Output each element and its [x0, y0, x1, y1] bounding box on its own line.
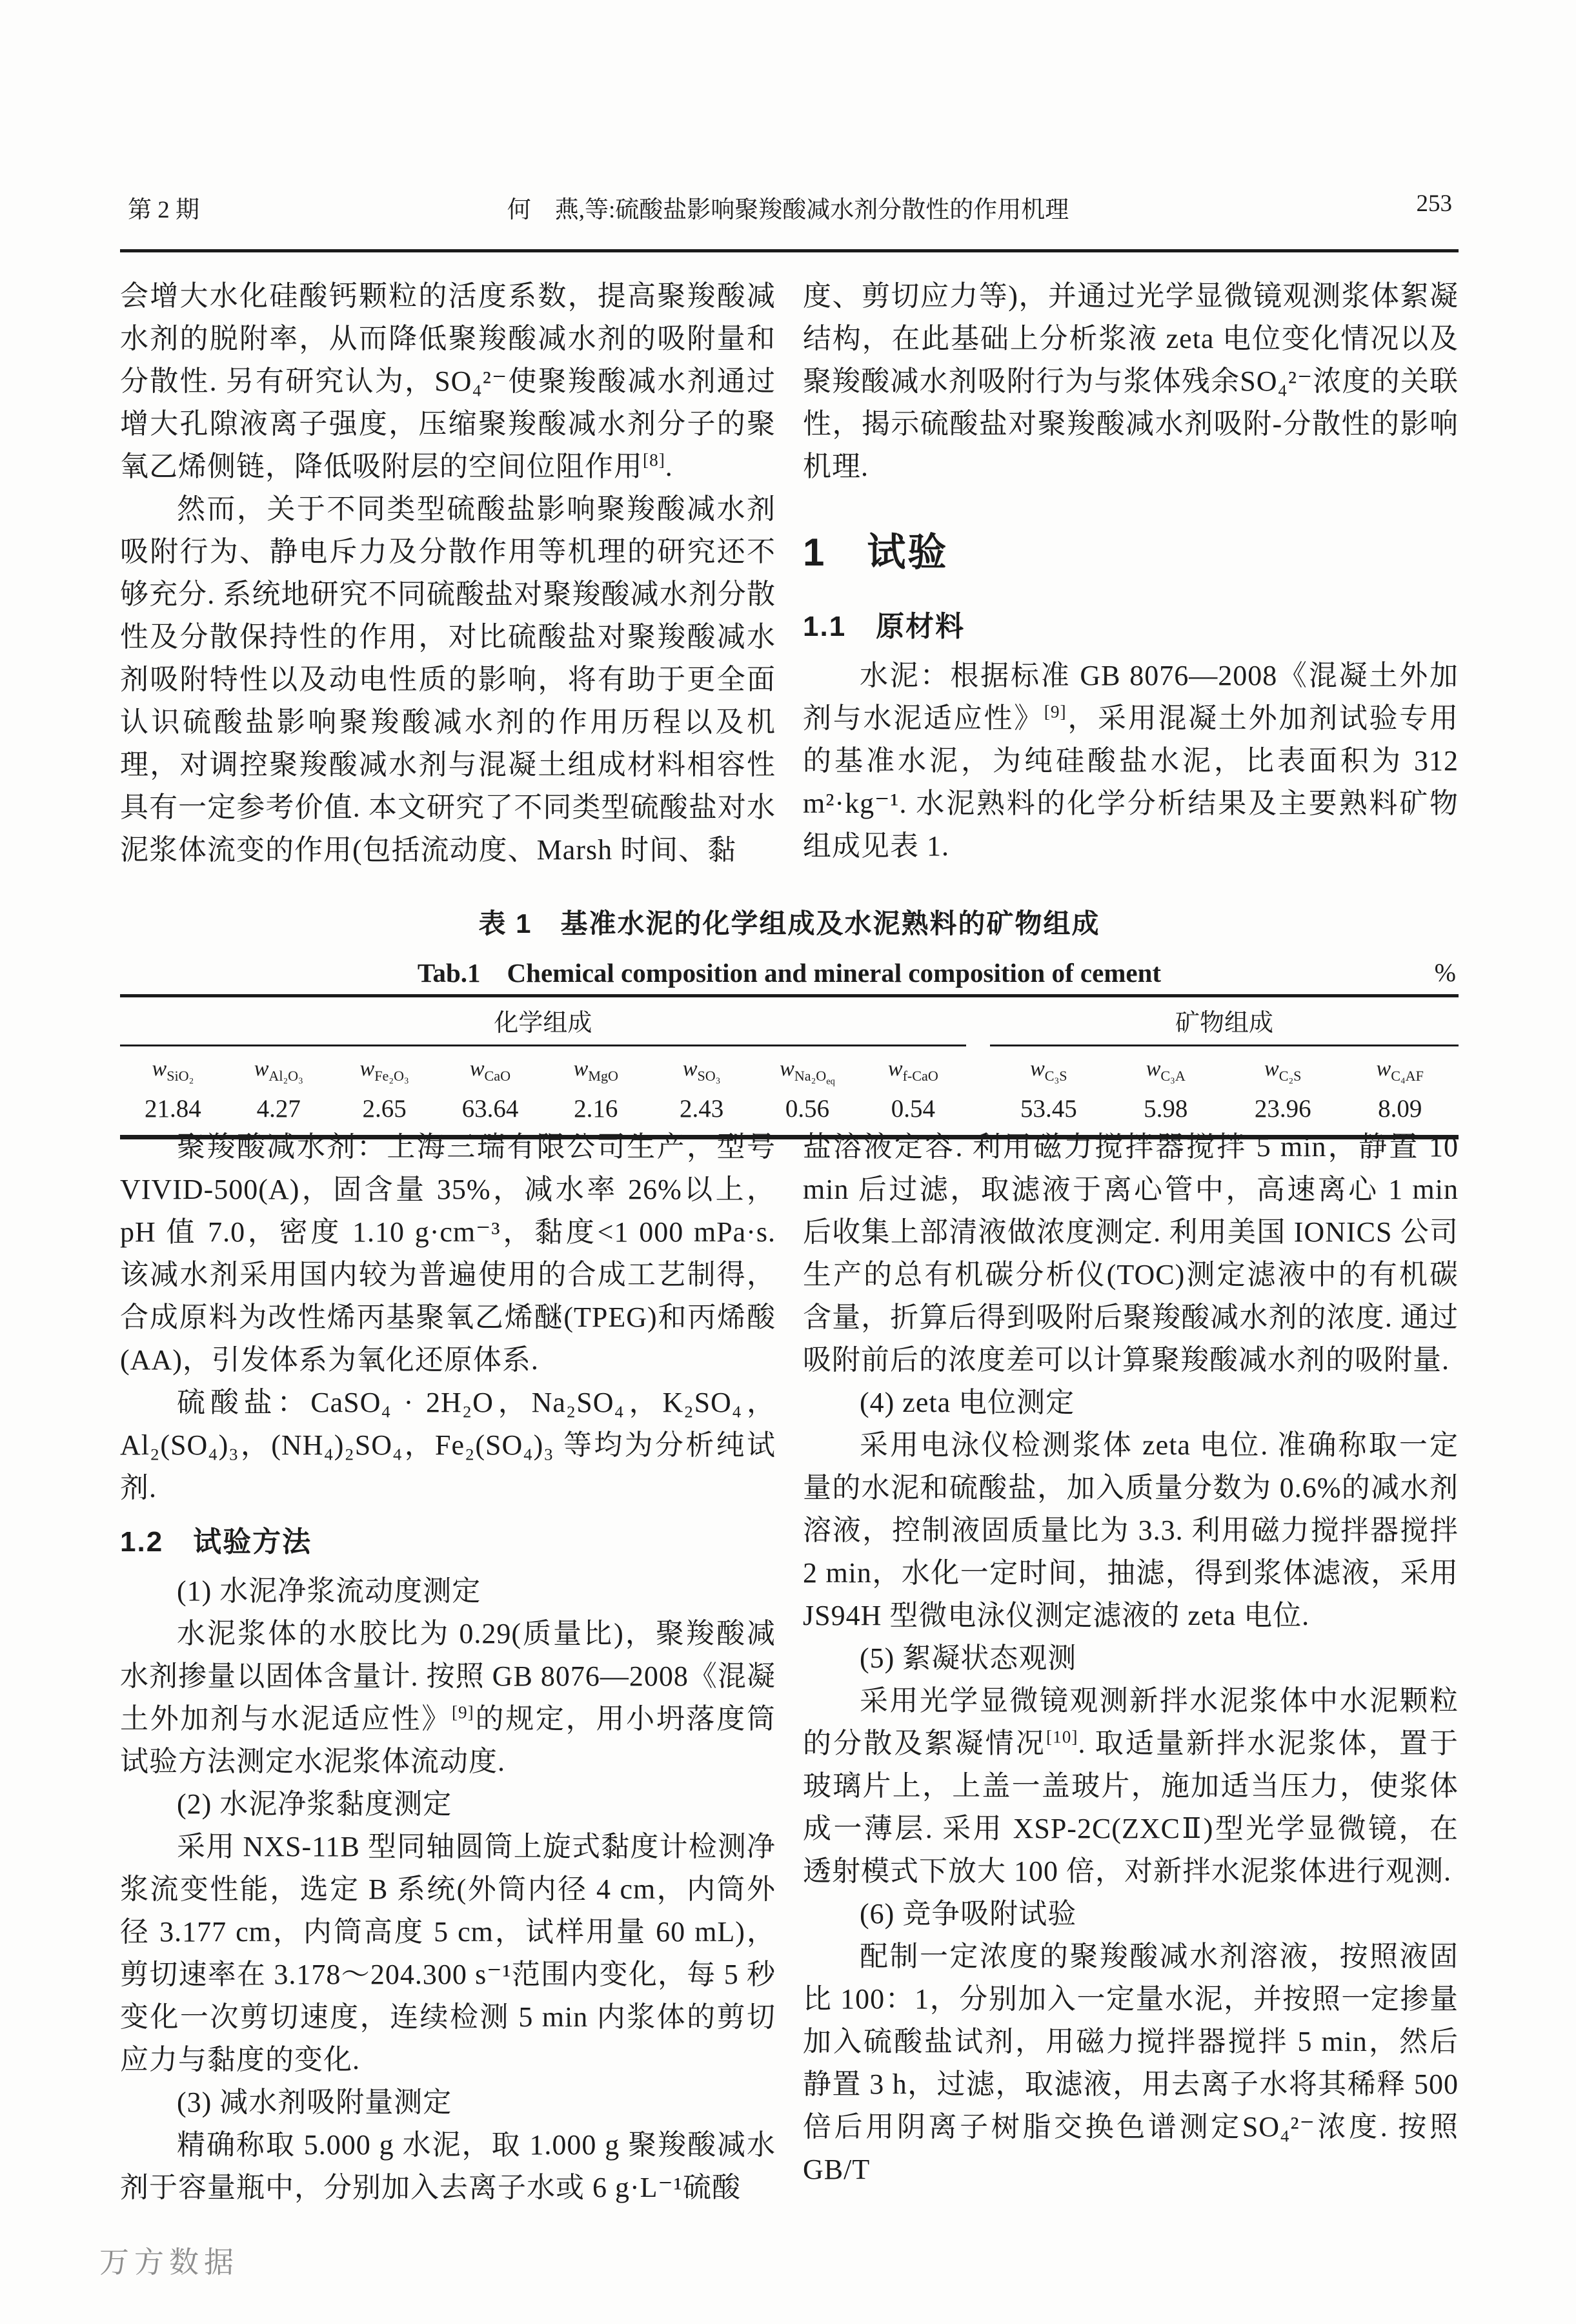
column-header-fcao: $w_{f-CaO}$ [887, 1057, 938, 1084]
column-header-c2s: $w_{C_2S}$ [1264, 1057, 1302, 1084]
column-header-na2oeq: $w_{Na_2O_{eq}}$ [780, 1057, 835, 1087]
method-item: (5) 絮凝状态观测 [860, 1642, 1077, 1674]
table-cell: 2.16 [574, 1095, 618, 1123]
table-cell: 53.45 [1020, 1095, 1077, 1123]
paragraph: 聚羧酸减水剂：上海三瑞有限公司生产，型号 VIVID-500(A)，固含量 35%，减水率 26%以上，pH 值 7.0，密度 1.10 g·cm⁻³，黏度<1 000 mPa·s. 该减水剂采用国内较为普遍使用的合成工艺制得，合成原料为改性烯丙基聚氧乙烯醚(TPEG)和丙烯酸(AA)，引发体系为氧化还原体系. [120, 1131, 776, 1376]
subsection-heading-raw-materials: 1.1 原材料 [803, 611, 965, 642]
wanfang-watermark: 万方数据 [99, 2246, 239, 2279]
table-cell: 5.98 [1144, 1095, 1188, 1123]
paragraph: 然而，关于不同类型硫酸盐影响聚羧酸减水剂吸附行为、静电斥力及分散作用等机理的研究还不够充分. 系统地研究不同硫酸盐对聚羧酸减水剂分散性及分散保持性的作用，对比硫酸盐对聚羧酸减水剂吸附特性以及动电性质的影响，将有助于更全面认识硫酸盐影响聚羧酸减水剂的作用历程以及机理，对调控聚羧酸减水剂与混凝土组成材料相容性具有一定参考价值. 本文研究了不同类型硫酸盐对水泥浆体流变的作用(包括流动度、Marsh 时间、黏 [120, 493, 776, 866]
table-cell: 8.09 [1378, 1095, 1422, 1123]
column-header-al2o3: $w_{Al_2O_3}$ [254, 1057, 303, 1084]
paragraph: 度、剪切应力等)，并通过光学显微镜观测浆体絮凝结构，在此基础上分析浆液 zeta 电位变化情况以及聚羧酸减水剂吸附行为与浆体残余SO₄²⁻浓度的关联性，揭示硫酸盐对聚羧酸减水剂吸附-分散性的影响机理. [803, 280, 1459, 482]
table-title-en: Tab.1 Chemical composition and mineral composition of cement [417, 958, 1162, 988]
table-group-header-row [120, 996, 1459, 1046]
column-header-c3a: $w_{C_3A}$ [1146, 1057, 1186, 1084]
left-column-lower [120, 1126, 776, 2209]
table-column-header-row [120, 1046, 1459, 1086]
paragraph: 盐溶液定容. 利用磁力搅拌器搅拌 5 min，静置 10 min 后过滤，取滤液于离心管中，高速离心 1 min 后收集上部清液做浓度测定. 利用美国 IONICS 公司生产的总有机碳分析仪(TOC)测定滤液中的有机碳含量，折算后得到吸附后聚羧酸减水剂的浓度. 通过吸附前后的浓度差可以计算聚羧酸减水剂的吸附量. [803, 1131, 1459, 1376]
column-header-so3: $w_{SO_3}$ [682, 1057, 721, 1084]
page-header [120, 190, 1456, 223]
column-header-sio2: $w_{SiO_2}$ [152, 1057, 194, 1084]
table-unit-label: % [1434, 958, 1456, 987]
method-item: (2) 水泥净浆黏度测定 [177, 1788, 452, 1820]
column-header-cao: $w_{CaO}$ [469, 1057, 511, 1084]
table-cell: 2.65 [362, 1095, 407, 1123]
table-1 [120, 994, 1459, 1139]
lower-text-section [120, 1126, 1459, 2209]
paragraph: 会增大水化硅酸钙颗粒的活度系数，提高聚羧酸减水剂的脱附率，从而降低聚羧酸减水剂的吸附量和分散性. 另有研究认为，SO₄²⁻使聚羧酸减水剂通过增大孔隙液离子强度，压缩聚羧酸减水剂分子的聚氧乙烯侧链，降低吸附层的空间位阻作用[8]. [120, 280, 776, 482]
table-1-block [120, 902, 1459, 1139]
table-cell: 2.43 [680, 1095, 724, 1123]
table-cell: 0.56 [785, 1095, 830, 1123]
table-cell: 4.27 [256, 1095, 301, 1123]
page-number: 253 [1416, 190, 1452, 217]
table-cell: 0.54 [891, 1095, 935, 1123]
table-cell: 23.96 [1254, 1095, 1311, 1123]
upper-text-section [120, 275, 1459, 872]
table-title-cn: 表 1 基准水泥的化学组成及水泥熟料的矿物组成 [478, 908, 1100, 939]
method-item: (4) zeta 电位测定 [860, 1387, 1075, 1418]
header-divider-rule [120, 249, 1459, 252]
left-column-upper [120, 275, 776, 872]
paragraph: 精确称取 5.000 g 水泥，取 1.000 g 聚羧酸减水剂于容量瓶中，分别加入去离子水或 6 g·L⁻¹硫酸 [120, 2129, 776, 2203]
right-column-lower [803, 1126, 1459, 2209]
right-column-upper [803, 275, 1459, 872]
column-header-c3s: $w_{C_3S}$ [1030, 1057, 1067, 1084]
column-header-mgo: $w_{MgO}$ [573, 1057, 618, 1084]
table-cell: 21.84 [145, 1095, 201, 1123]
paragraph: 采用 NXS-11B 型同轴圆筒上旋式黏度计检测净浆流变性能，选定 B 系统(外筒内径 4 cm，内筒外径 3.177 cm，内筒高度 5 cm，试样用量 60 mL)，剪切速率在 3.178～204.300 s⁻¹范围内变化，每 5 秒变化一次剪切速度，连续检测 5 min 内浆体的剪切应力与黏度的变化. [120, 1831, 776, 2075]
running-title: 何 燕,等:硫酸盐影响聚羧酸减水剂分散性的作用机理 [507, 197, 1069, 223]
paragraph: 水泥浆体的水胶比为 0.29(质量比)，聚羧酸减水剂掺量以固体含量计. 按照 GB 8076—2008《混凝土外加剂与水泥适应性》[9]的规定，用小坍落度筒试验方法测定水泥浆体流动度. [120, 1618, 776, 1777]
paragraph: 采用电泳仪检测浆体 zeta 电位. 准确称取一定量的水泥和硫酸盐，加入质量分数为 0.6%的减水剂溶液，控制液固质量比为 3.3. 利用磁力搅拌器搅拌 2 min，水化一定时间，抽滤，得到浆体滤液，采用 JS94H 型微电泳仪测定滤液的 zeta 电位. [803, 1429, 1459, 1631]
group-header-chemical-composition: 化学组成 [120, 996, 966, 1046]
paragraph: 采用光学显微镜观测新拌水泥浆体中水泥颗粒的分散及絮凝情况[10]. 取适量新拌水泥浆体，置于玻璃片上，上盖一盖玻片，施加适当压力，使浆体成一薄层. 采用 XSP-2C(ZXCⅡ)型光学显微镜，在透射模式下放大 100 倍，对新拌水泥浆体进行观测. [803, 1685, 1459, 1887]
method-item: (6) 竞争吸附试验 [860, 1898, 1077, 1930]
column-header-gap [966, 1046, 990, 1086]
section-heading-experiment: 1 试验 [803, 531, 949, 574]
method-item: (3) 减水剂吸附量测定 [177, 2086, 452, 2118]
group-header-gap [966, 996, 990, 1046]
paragraph: 配制一定浓度的聚羧酸减水剂溶液，按照液固比 100：1，分别加入一定量水泥，并按照一定掺量加入硫酸盐试剂，用磁力搅拌器搅拌 5 min，然后静置 3 h，过滤，取滤液，用去离子水将其稀释 500 倍后用阴离子树脂交换色谱测定SO₄²⁻浓度. 按照 GB/T [803, 1941, 1459, 2185]
group-header-mineral-composition: 矿物组成 [990, 996, 1459, 1046]
paragraph: 水泥：根据标准 GB 8076—2008《混凝土外加剂与水泥适应性》[9]，采用混凝土外加剂试验专用的基准水泥，为纯硅酸盐水泥，比表面积为 312 m²·kg⁻¹. 水泥熟料的化学分析结果及主要熟料矿物组成见表 1. [803, 660, 1459, 862]
subsection-heading-test-methods: 1.2 试验方法 [120, 1526, 312, 1558]
issue-label: 第 2 期 [128, 197, 199, 223]
paragraph: 硫酸盐：CaSO₄ · 2H₂O，Na₂SO₄，K₂SO₄，Al₂(SO₄)₃，(NH₄)₂SO₄，Fe₂(SO₄)₃ 等均为分析纯试剂. [120, 1387, 776, 1503]
method-item: (1) 水泥净浆流动度测定 [177, 1575, 481, 1607]
table-title-en-row [120, 952, 1459, 988]
column-header-c4af: $w_{C_4AF}$ [1376, 1057, 1424, 1084]
table-cell: 63.64 [461, 1095, 519, 1123]
column-header-fe2o3: $w_{Fe_2O_3}$ [359, 1057, 409, 1084]
